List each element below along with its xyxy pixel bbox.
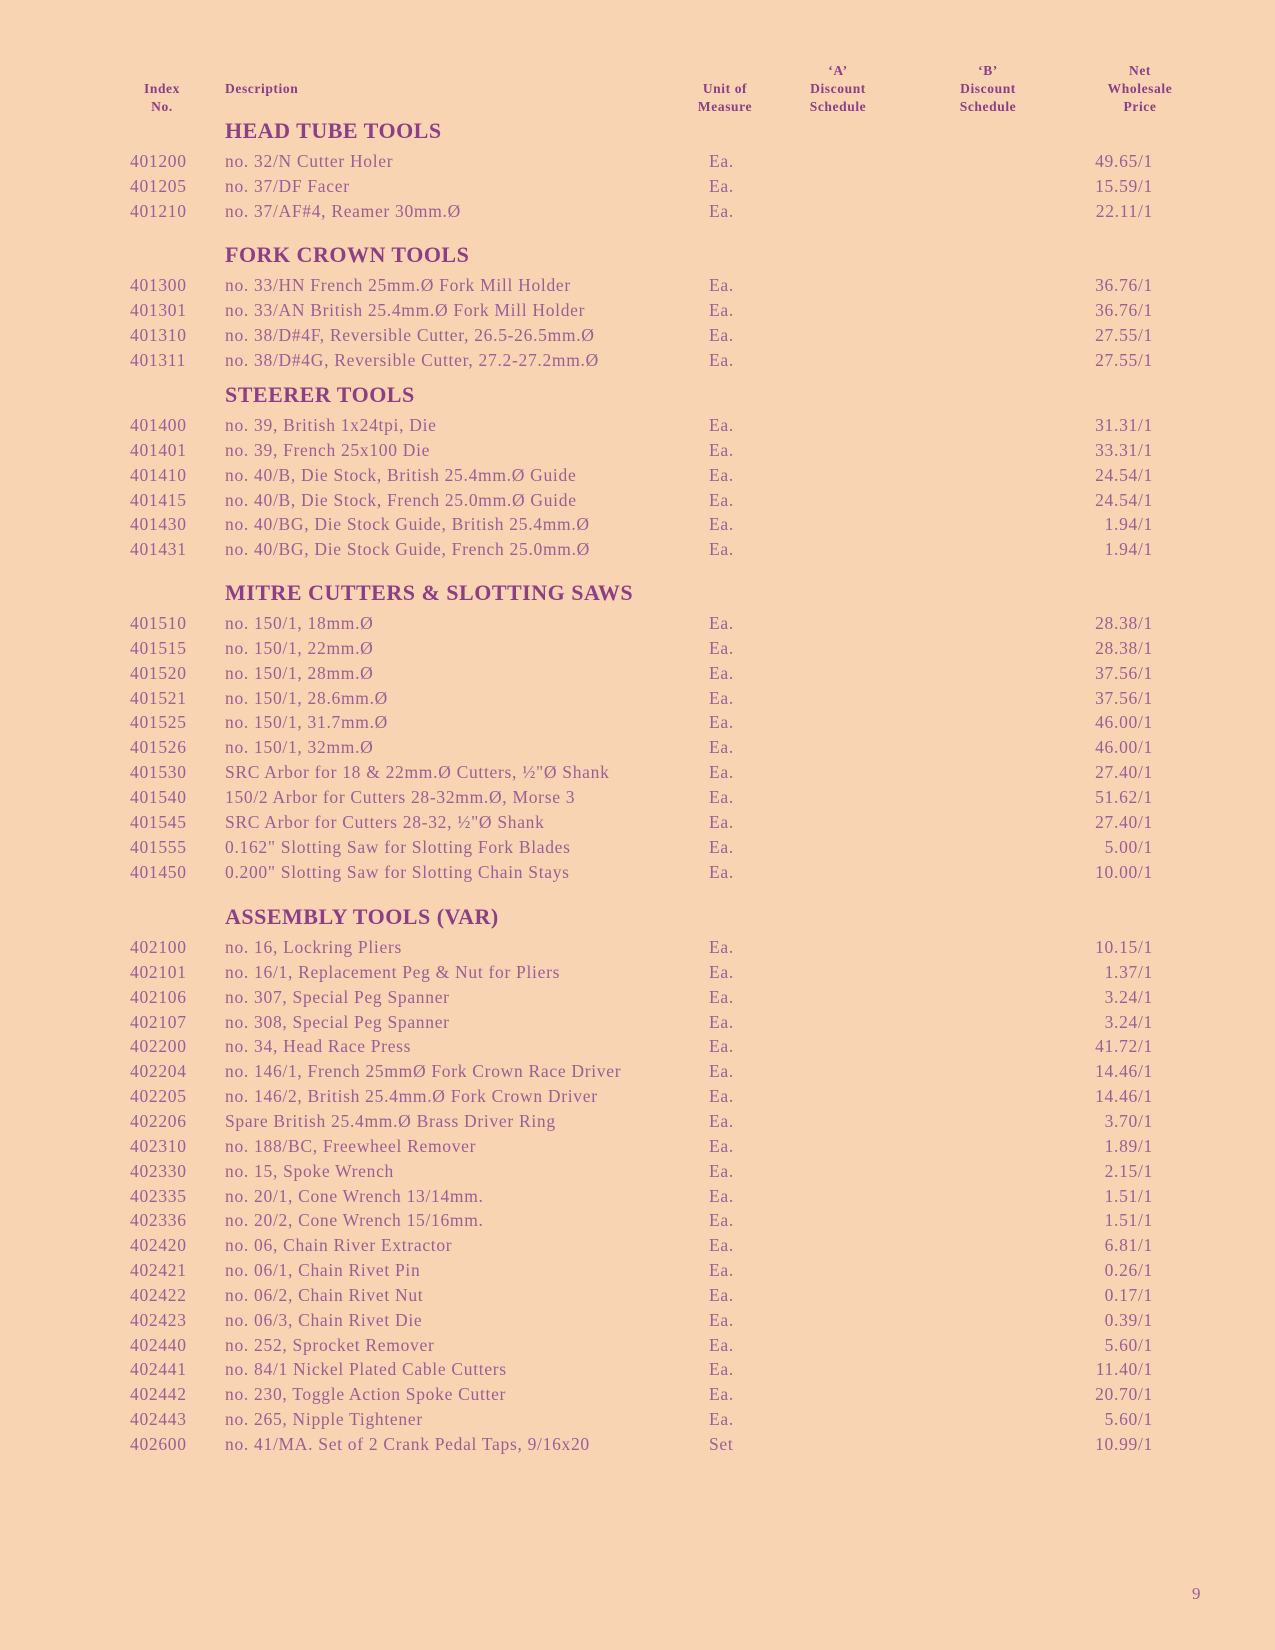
description-cell: no. 40/B, Die Stock, French 25.0mm.Ø Guide	[225, 489, 577, 510]
description-cell: no. 188/BC, Freewheel Remover	[225, 1135, 477, 1156]
section-title: MITRE CUTTERS & SLOTTING SAWS	[225, 580, 634, 605]
price-cell: 27.40/1	[1095, 811, 1153, 832]
description-cell: no. 84/1 Nickel Plated Cable Cutters	[225, 1359, 507, 1380]
table-row	[0, 785, 1275, 810]
unit-cell: Ea.	[709, 489, 734, 510]
unit-cell: Ea.	[709, 637, 734, 658]
unit-cell: Ea.	[709, 1011, 734, 1032]
table-row	[0, 661, 1275, 686]
description-cell: no. 37/AF#4, Reamer 30mm.Ø	[225, 200, 461, 221]
description-cell: no. 150/1, 28mm.Ø	[225, 662, 374, 683]
description-cell: no. 307, Special Peg Spanner	[225, 986, 450, 1007]
section-title: HEAD TUBE TOOLS	[225, 118, 442, 143]
table-row	[0, 1432, 1275, 1457]
table-row	[0, 636, 1275, 661]
unit-cell: Ea.	[709, 961, 734, 982]
price-cell: 14.46/1	[1095, 1061, 1153, 1082]
table-row	[0, 1382, 1275, 1407]
description-cell: no. 06, Chain River Extractor	[225, 1235, 453, 1256]
description-cell: no. 33/HN French 25mm.Ø Fork Mill Holder	[225, 275, 571, 295]
price-cell: 41.72/1	[1095, 1036, 1153, 1057]
table-row	[0, 512, 1275, 537]
table-row	[0, 1333, 1275, 1358]
description-cell: no. 32/N Cutter Holer	[225, 151, 394, 171]
price-cell: 2.15/1	[1104, 1160, 1153, 1181]
table-row	[0, 174, 1275, 199]
table-row	[0, 1233, 1275, 1258]
description-cell: no. 150/1, 28.6mm.Ø	[225, 687, 389, 708]
price-cell: 20.70/1	[1095, 1384, 1153, 1405]
unit-cell: Ea.	[709, 613, 734, 633]
index-cell: 401515	[130, 637, 187, 658]
unit-cell: Ea.	[709, 1260, 734, 1281]
index-cell: 401431	[130, 539, 187, 560]
index-cell: 402443	[130, 1409, 187, 1430]
price-cell: 27.40/1	[1095, 762, 1153, 783]
index-cell: 402200	[130, 1036, 187, 1057]
index-cell: 401520	[130, 662, 187, 683]
unit-cell: Ea.	[709, 415, 734, 435]
table-row	[0, 835, 1275, 860]
table-row	[0, 1034, 1275, 1059]
description-cell: no. 146/1, French 25mmØ Fork Crown Race Driver	[225, 1061, 622, 1082]
table-row	[0, 935, 1275, 960]
unit-cell: Ea.	[709, 514, 734, 535]
table-row	[0, 413, 1275, 438]
header-a-discount-schedule: ‘A’ Discount Schedule	[809, 63, 867, 114]
unit-cell: Ea.	[709, 836, 734, 857]
index-cell: 402204	[130, 1061, 187, 1082]
description-cell: no. 20/2, Cone Wrench 15/16mm.	[225, 1210, 484, 1231]
price-cell: 46.00/1	[1095, 737, 1153, 758]
index-cell: 401311	[130, 349, 187, 370]
price-cell: 36.76/1	[1095, 275, 1153, 295]
unit-cell: Ea.	[709, 1384, 734, 1405]
description-cell: no. 06/3, Chain Rivet Die	[225, 1309, 423, 1330]
description-cell: SRC Arbor for 18 & 22mm.Ø Cutters, ½"Ø Shank	[225, 762, 610, 783]
unit-cell: Ea.	[709, 811, 734, 832]
index-cell: 401555	[130, 836, 187, 857]
unit-cell: Ea.	[709, 324, 734, 345]
index-cell: 401540	[130, 786, 187, 807]
index-cell: 401200	[130, 151, 187, 171]
index-cell: 402440	[130, 1334, 187, 1355]
index-cell: 401530	[130, 762, 187, 783]
price-cell: 0.39/1	[1104, 1309, 1153, 1330]
description-cell: no. 150/1, 31.7mm.Ø	[225, 712, 389, 733]
price-cell: 28.38/1	[1095, 613, 1153, 633]
index-cell: 402442	[130, 1384, 187, 1405]
table-row	[0, 1407, 1275, 1432]
description-cell: no. 38/D#4G, Reversible Cutter, 27.2-27.2mm.Ø	[225, 349, 599, 370]
unit-cell: Ea.	[709, 1284, 734, 1305]
description-cell: no. 265, Nipple Tightener	[225, 1409, 423, 1430]
header-unit-of-measure: Unit of Measure	[697, 81, 753, 114]
description-cell: no. 150/1, 18mm.Ø	[225, 613, 374, 633]
index-cell: 401450	[130, 861, 187, 882]
price-cell: 49.65/1	[1095, 151, 1153, 171]
price-cell: 31.31/1	[1095, 415, 1153, 435]
description-cell: no. 38/D#4F, Reversible Cutter, 26.5-26.5mm.Ø	[225, 324, 595, 345]
price-cell: 1.89/1	[1104, 1135, 1153, 1156]
index-cell: 402206	[130, 1110, 187, 1131]
table-row	[0, 1308, 1275, 1333]
unit-cell: Ea.	[709, 1110, 734, 1131]
unit-cell: Ea.	[709, 1036, 734, 1057]
description-cell: no. 33/AN British 25.4mm.Ø Fork Mill Holder	[225, 299, 586, 320]
table-row	[0, 463, 1275, 488]
unit-cell: Ea.	[709, 1135, 734, 1156]
index-cell: 402421	[130, 1260, 187, 1281]
table-row	[0, 735, 1275, 760]
table-row	[0, 1010, 1275, 1035]
index-cell: 401300	[130, 275, 187, 295]
table-row	[0, 1357, 1275, 1382]
price-cell: 28.38/1	[1095, 637, 1153, 658]
description-cell: no. 16/1, Replacement Peg & Nut for Pliers	[225, 961, 561, 982]
unit-cell: Ea.	[709, 275, 734, 295]
table-row	[0, 1159, 1275, 1184]
description-cell: 150/2 Arbor for Cutters 28-32mm.Ø, Morse 3	[225, 786, 576, 807]
unit-cell: Ea.	[709, 861, 734, 882]
unit-cell: Ea.	[709, 786, 734, 807]
price-cell: 10.00/1	[1095, 861, 1153, 882]
table-row	[0, 860, 1275, 885]
table-row	[0, 298, 1275, 323]
table-row	[0, 537, 1275, 562]
index-cell: 401525	[130, 712, 187, 733]
price-cell: 46.00/1	[1095, 712, 1153, 733]
section-title: FORK CROWN TOOLS	[225, 242, 470, 267]
description-cell: no. 308, Special Peg Spanner	[225, 1011, 450, 1032]
unit-cell: Ea.	[709, 737, 734, 758]
price-cell: 15.59/1	[1095, 175, 1153, 196]
price-cell: 6.81/1	[1104, 1235, 1153, 1256]
index-cell: 402422	[130, 1284, 187, 1305]
index-cell: 402330	[130, 1160, 187, 1181]
index-cell: 401415	[130, 489, 187, 510]
unit-cell: Ea.	[709, 1160, 734, 1181]
index-cell: 402205	[130, 1086, 187, 1107]
description-cell: 0.162" Slotting Saw for Slotting Fork Blades	[225, 836, 571, 857]
index-cell: 402441	[130, 1359, 187, 1380]
price-cell: 1.51/1	[1104, 1210, 1153, 1231]
unit-cell: Ea.	[709, 662, 734, 683]
price-cell: 37.56/1	[1095, 687, 1153, 708]
index-cell: 401410	[130, 464, 187, 485]
price-cell: 5.60/1	[1104, 1334, 1153, 1355]
unit-cell: Ea.	[709, 539, 734, 560]
description-cell: no. 06/2, Chain Rivet Nut	[225, 1284, 424, 1305]
header-description: Description	[225, 81, 299, 96]
section-title: STEERER TOOLS	[225, 382, 415, 407]
table-row	[0, 1109, 1275, 1134]
index-cell: 402420	[130, 1235, 187, 1256]
unit-cell: Ea.	[709, 175, 734, 196]
index-cell: 402107	[130, 1011, 187, 1032]
index-cell: 401521	[130, 687, 187, 708]
index-cell: 402100	[130, 937, 187, 957]
index-cell: 401401	[130, 439, 187, 460]
price-cell: 1.51/1	[1104, 1185, 1153, 1206]
description-cell: no. 252, Sprocket Remover	[225, 1334, 435, 1355]
price-cell: 1.94/1	[1104, 539, 1153, 560]
unit-cell: Ea.	[709, 1061, 734, 1082]
description-cell: no. 34, Head Race Press	[225, 1036, 412, 1057]
unit-cell: Ea.	[709, 1185, 734, 1206]
description-cell: no. 150/1, 32mm.Ø	[225, 737, 374, 758]
unit-cell: Ea.	[709, 687, 734, 708]
unit-cell: Ea.	[709, 439, 734, 460]
unit-cell: Ea.	[709, 1086, 734, 1107]
description-cell: 0.200" Slotting Saw for Slotting Chain Stays	[225, 861, 570, 882]
table-row	[0, 710, 1275, 735]
price-cell: 51.62/1	[1095, 786, 1153, 807]
unit-cell: Ea.	[709, 762, 734, 783]
unit-cell: Ea.	[709, 986, 734, 1007]
table-row	[0, 488, 1275, 513]
unit-cell: Ea.	[709, 937, 734, 957]
unit-cell: Ea.	[709, 1309, 734, 1330]
table-row	[0, 760, 1275, 785]
description-cell: no. 146/2, British 25.4mm.Ø Fork Crown Driver	[225, 1086, 598, 1107]
description-cell: no. 230, Toggle Action Spoke Cutter	[225, 1384, 507, 1405]
unit-cell: Ea.	[709, 1235, 734, 1256]
description-cell: no. 150/1, 22mm.Ø	[225, 637, 374, 658]
unit-cell: Ea.	[709, 1409, 734, 1430]
price-cell: 0.26/1	[1104, 1260, 1153, 1281]
table-row	[0, 611, 1275, 636]
table-row	[0, 1208, 1275, 1233]
table-row	[0, 348, 1275, 373]
index-cell: 402423	[130, 1309, 187, 1330]
table-row	[0, 985, 1275, 1010]
description-cell: no. 40/BG, Die Stock Guide, French 25.0mm.Ø	[225, 539, 591, 560]
description-cell: no. 06/1, Chain Rivet Pin	[225, 1260, 421, 1281]
description-cell: no. 39, British 1x24tpi, Die	[225, 415, 437, 435]
price-cell: 1.94/1	[1104, 514, 1153, 535]
price-cell: 27.55/1	[1095, 324, 1153, 345]
price-cell: 5.60/1	[1104, 1409, 1153, 1430]
description-cell: no. 16, Lockring Pliers	[225, 937, 402, 957]
price-cell: 3.70/1	[1104, 1110, 1153, 1131]
table-row	[0, 960, 1275, 985]
table-row	[0, 149, 1275, 174]
table-row	[0, 1258, 1275, 1283]
index-cell: 401430	[130, 514, 187, 535]
description-cell: SRC Arbor for Cutters 28-32, ½"Ø Shank	[225, 811, 545, 832]
price-cell: 24.54/1	[1095, 464, 1153, 485]
description-cell: no. 39, French 25x100 Die	[225, 439, 431, 460]
table-row	[0, 686, 1275, 711]
index-cell: 401545	[130, 811, 187, 832]
description-cell: Spare British 25.4mm.Ø Brass Driver Ring	[225, 1110, 556, 1131]
price-cell: 11.40/1	[1095, 1359, 1153, 1380]
price-cell: 0.17/1	[1104, 1284, 1153, 1305]
price-cell: 14.46/1	[1095, 1086, 1153, 1107]
table-row	[0, 273, 1275, 298]
unit-cell: Ea.	[709, 349, 734, 370]
price-cell: 1.37/1	[1104, 961, 1153, 982]
index-cell: 402310	[130, 1135, 187, 1156]
price-cell: 5.00/1	[1104, 836, 1153, 857]
description-cell: no. 41/MA. Set of 2 Crank Pedal Taps, 9/16x20	[225, 1434, 590, 1454]
price-cell: 3.24/1	[1104, 1011, 1153, 1032]
section-title: ASSEMBLY TOOLS (VAR)	[225, 904, 499, 929]
unit-cell: Ea.	[709, 712, 734, 733]
index-cell: 402336	[130, 1210, 187, 1231]
table-row	[0, 1283, 1275, 1308]
table-row	[0, 323, 1275, 348]
unit-cell: Ea.	[709, 1334, 734, 1355]
page-number: 9	[1192, 1584, 1201, 1603]
header-b-discount-schedule: ‘B’ Discount Schedule	[959, 63, 1017, 114]
index-cell: 402600	[130, 1434, 187, 1454]
table-row	[0, 199, 1275, 224]
table-row	[0, 1184, 1275, 1209]
header-net-wholesale-price: Net Wholesale Price	[1107, 63, 1173, 114]
price-cell: 24.54/1	[1095, 489, 1153, 510]
description-cell: no. 40/BG, Die Stock Guide, British 25.4mm.Ø	[225, 514, 590, 535]
unit-cell: Ea.	[709, 200, 734, 221]
index-cell: 401400	[130, 415, 187, 435]
header-index-no: Index No.	[143, 81, 180, 114]
unit-cell: Ea.	[709, 1359, 734, 1380]
price-cell: 10.99/1	[1095, 1434, 1153, 1454]
table-row	[0, 1134, 1275, 1159]
price-cell: 27.55/1	[1095, 349, 1153, 370]
description-cell: no. 15, Spoke Wrench	[225, 1160, 394, 1181]
price-cell: 3.24/1	[1104, 986, 1153, 1007]
price-cell: 33.31/1	[1095, 439, 1153, 460]
price-cell: 36.76/1	[1095, 299, 1153, 320]
index-cell: 402335	[130, 1185, 187, 1206]
table-row	[0, 810, 1275, 835]
index-cell: 401301	[130, 299, 187, 320]
index-cell: 402106	[130, 986, 187, 1007]
description-cell: no. 20/1, Cone Wrench 13/14mm.	[225, 1185, 484, 1206]
unit-cell: Ea.	[709, 1210, 734, 1231]
table-row	[0, 1059, 1275, 1084]
description-cell: no. 40/B, Die Stock, British 25.4mm.Ø Guide	[225, 464, 577, 485]
index-cell: 402101	[130, 961, 187, 982]
description-cell: no. 37/DF Facer	[225, 175, 350, 196]
price-cell: 37.56/1	[1095, 662, 1153, 683]
index-cell: 401205	[130, 175, 187, 196]
unit-cell: Ea.	[709, 151, 734, 171]
index-cell: 401526	[130, 737, 187, 758]
price-cell: 10.15/1	[1095, 937, 1153, 957]
price-cell: 22.11/1	[1095, 200, 1153, 221]
index-cell: 401510	[130, 613, 187, 633]
index-cell: 401310	[130, 324, 187, 345]
unit-cell: Set	[709, 1434, 734, 1454]
unit-cell: Ea.	[709, 299, 734, 320]
index-cell: 401210	[130, 200, 187, 221]
table-row	[0, 438, 1275, 463]
table-row	[0, 1084, 1275, 1109]
unit-cell: Ea.	[709, 464, 734, 485]
